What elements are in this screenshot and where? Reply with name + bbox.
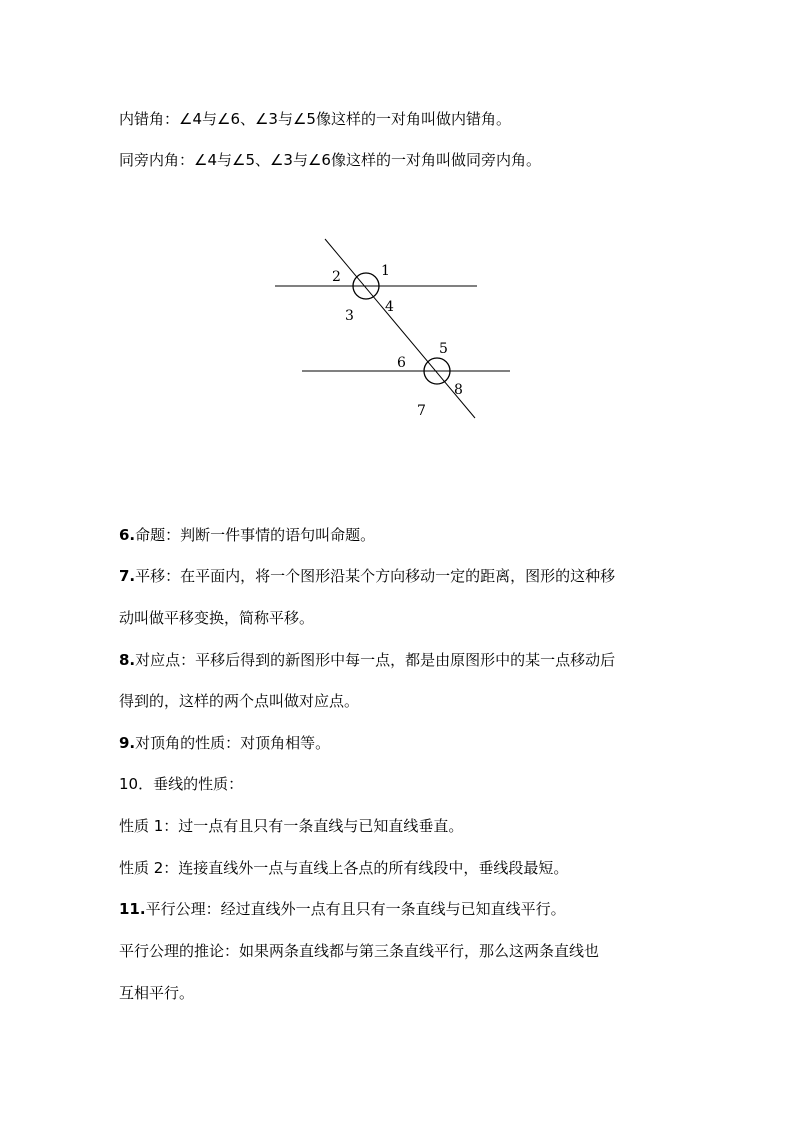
same-side-interior-angle-definition: 同旁内角：∠4与∠5、∠3与∠6像这样的一对角叫做同旁内角。 [119,151,541,169]
item-7-text-1: 平移：在平面内，将一个图形沿某个方向移动一定的距离，图形的这种移 [135,567,616,585]
item-6-text: 命题：判断一件事情的语句叫命题。 [135,526,376,544]
item-7-translation-line-1 [119,566,615,586]
item-11-parallel-postulate [119,899,566,919]
alternate-interior-angle-definition: 内错角：∠4与∠6、∠3与∠5像这样的一对角叫做内错角。 [119,110,511,128]
item-6-number: 6. [119,526,136,544]
item-8-corresponding-points-line-2: 得到的，这样的两个点叫做对应点。 [119,692,360,710]
perpendicular-property-1: 性质 1：过一点有且只有一条直线与已知直线垂直。 [119,817,464,835]
parallel-corollary-line-2: 互相平行。 [119,984,195,1002]
angle-label-7: 7 [417,403,426,419]
angle-label-5: 5 [439,341,448,357]
item-9-vertical-angles [119,733,330,753]
item-11-number: 11. [119,900,146,918]
item-9-number: 9. [119,734,136,752]
item-8-number: 8. [119,651,136,669]
transversal-line [325,239,475,418]
item-11-text: 平行公理：经过直线外一点有且只有一条直线与已知直线平行。 [145,900,566,918]
item-9-text: 对顶角的性质：对顶角相等。 [135,734,331,752]
parallel-lines-transversal-figure [260,225,530,430]
parallel-corollary-line-1: 平行公理的推论：如果两条直线都与第三条直线平行，那么这两条直线也 [119,942,600,960]
angle-label-4: 4 [385,299,394,315]
item-10-perpendicular-properties: 10．垂线的性质： [119,775,244,793]
item-8-corresponding-points-line-1 [119,650,615,670]
angle-label-2: 2 [332,269,341,285]
angle-label-3: 3 [345,308,354,324]
item-7-number: 7. [119,567,136,585]
item-8-text-1: 对应点：平移后得到的新图形中每一点，都是由原图形中的某一点移动后 [135,651,616,669]
item-6-proposition [119,525,375,545]
angle-label-1: 1 [381,263,390,279]
angle-label-6: 6 [397,355,406,371]
perpendicular-property-2: 性质 2：连接直线外一点与直线上各点的所有线段中，垂线段最短。 [119,859,569,877]
angle-label-8: 8 [454,382,463,398]
item-7-translation-line-2: 动叫做平移变换，简称平移。 [119,609,315,627]
